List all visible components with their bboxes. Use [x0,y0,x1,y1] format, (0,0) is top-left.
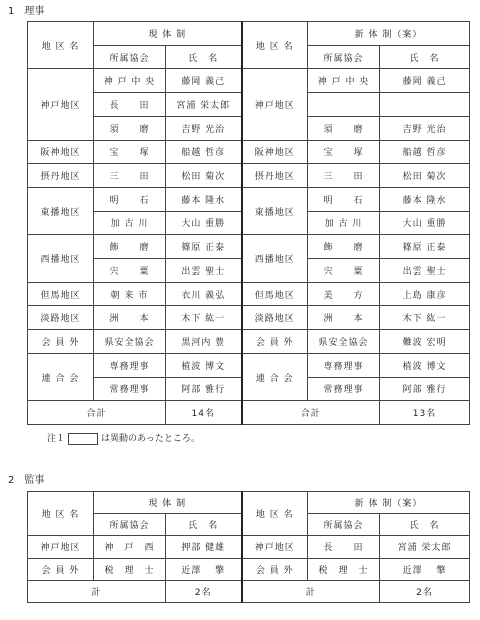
header-new: 新 体 制（案） [308,22,470,46]
total-new: 2名 [380,580,470,602]
district-cell: 阪神地区 [242,140,308,164]
name-cell: 上島 康彦 [380,282,470,306]
district-cell: 西播地区 [242,235,308,282]
header-name: 氏 名 [166,514,242,536]
district-cell: 連 合 会 [242,353,308,400]
section-title-auditor: 2 監事 [8,475,45,486]
header-district: 地 区 名 [28,22,94,69]
header-assoc: 所属協会 [94,45,166,69]
assoc-cell: 県安全協会 [308,330,380,354]
assoc-cell: 飾 磨 [94,235,166,259]
name-cell [380,93,470,117]
total-label: 合計 [28,401,166,425]
name-cell: 藤岡 義己 [166,69,242,93]
header-assoc: 所属協会 [94,514,166,536]
district-cell: 神戸地区 [28,536,94,558]
name-cell: 衣川 義弘 [166,282,242,306]
district-cell: 但馬地区 [28,282,94,306]
assoc-cell: 長 田 [308,536,380,558]
district-cell: 会 員 外 [242,558,308,580]
assoc-cell: 県安全協会 [94,330,166,354]
name-cell: 松田 菊次 [380,164,470,188]
name-cell: 吉野 光治 [166,116,242,140]
assoc-cell: 税 理 士 [308,558,380,580]
header-district: 地 区 名 [242,22,308,69]
note-prefix: 注１ [47,434,66,444]
assoc-cell: 須 磨 [308,116,380,140]
total-label: 計 [28,580,166,602]
assoc-cell: 美 方 [308,282,380,306]
district-cell: 神戸地区 [28,69,94,140]
assoc-cell: 加 古 川 [94,211,166,235]
assoc-cell: 神 戸 西 [94,536,166,558]
auditor-table [27,491,470,603]
table-row [28,558,470,580]
name-cell: 押部 健雄 [166,536,242,558]
table-row [28,187,470,211]
total-label: 計 [242,580,380,602]
name-cell: 藤本 隆水 [380,187,470,211]
total-row [28,401,470,425]
note [47,431,200,445]
table-row [28,69,470,93]
table-row [28,140,470,164]
assoc-cell: 朝 来 市 [94,282,166,306]
total-row [28,580,470,602]
assoc-cell: 常務理事 [308,377,380,401]
header-assoc: 所属協会 [308,514,380,536]
table-row [28,164,470,188]
table-row [28,235,470,259]
name-cell: 阿部 雅行 [380,377,470,401]
district-cell: 摂丹地区 [242,164,308,188]
name-cell: 藤岡 義己 [380,69,470,93]
table-row [28,330,470,354]
district-cell: 神戸地区 [242,69,308,140]
table-row [28,306,470,330]
header-name: 氏 名 [380,45,470,69]
total-current: 2名 [166,580,242,602]
assoc-cell: 宝 塚 [308,140,380,164]
section-title-board: 1 理事 [8,6,45,17]
assoc-cell: 洲 本 [308,306,380,330]
name-cell: 植波 博文 [166,353,242,377]
assoc-cell: 明 石 [94,187,166,211]
name-cell: 船越 哲彦 [380,140,470,164]
name-cell: 木下 紘一 [380,306,470,330]
assoc-cell: 神 戸 中 央 [94,69,166,93]
header-new: 新 体 制（案） [308,492,470,514]
total-current: 14名 [166,401,242,425]
assoc-cell: 洲 本 [94,306,166,330]
name-cell: 松田 菊次 [166,164,242,188]
name-cell: 篠原 正泰 [166,235,242,259]
name-cell: 近澤 擎 [380,558,470,580]
assoc-cell: 宍 粟 [308,259,380,283]
district-cell: 会 員 外 [242,330,308,354]
district-cell: 西播地区 [28,235,94,282]
table-row [28,282,470,306]
name-cell: 大山 重勝 [166,211,242,235]
assoc-cell: 長 田 [94,93,166,117]
name-cell: 出雲 聖士 [380,259,470,283]
district-cell: 連 合 会 [28,353,94,400]
name-cell: 篠原 正泰 [380,235,470,259]
assoc-cell: 常務理事 [94,377,166,401]
name-cell: 宮浦 栄太郎 [380,536,470,558]
assoc-cell: 税 理 士 [94,558,166,580]
header-current: 現 体 制 [94,492,242,514]
header-district: 地 区 名 [242,492,308,536]
header-district: 地 区 名 [28,492,94,536]
assoc-cell: 須 磨 [94,116,166,140]
name-cell: 船越 哲彦 [166,140,242,164]
assoc-cell: 専務理事 [94,353,166,377]
name-cell: 藤本 隆水 [166,187,242,211]
district-cell: 但馬地区 [242,282,308,306]
board-table [27,21,470,425]
header-name: 氏 名 [380,514,470,536]
note-legend-box [68,433,98,445]
district-cell: 阪神地区 [28,140,94,164]
note-text: は異動のあったところ。 [101,434,200,444]
name-cell: 宮浦 栄太郎 [166,93,242,117]
district-cell: 会 員 外 [28,558,94,580]
total-new: 13名 [380,401,470,425]
assoc-cell: 飾 磨 [308,235,380,259]
district-cell: 神戸地区 [242,536,308,558]
header-assoc: 所属協会 [308,45,380,69]
name-cell: 吉野 光治 [380,116,470,140]
assoc-cell: 加 古 川 [308,211,380,235]
assoc-cell: 神 戸 中 央 [308,69,380,93]
district-cell: 摂丹地区 [28,164,94,188]
header-current: 現 体 制 [94,22,242,46]
district-cell: 淡路地区 [242,306,308,330]
name-cell: 近澤 擎 [166,558,242,580]
district-cell: 東播地区 [242,187,308,234]
assoc-cell: 明 石 [308,187,380,211]
name-cell: 黒河内 豊 [166,330,242,354]
district-cell: 東播地区 [28,187,94,234]
assoc-cell: 宝 塚 [94,140,166,164]
header-name: 氏 名 [166,45,242,69]
district-cell: 淡路地区 [28,306,94,330]
table-row [28,353,470,377]
name-cell: 植波 博文 [380,353,470,377]
table-row [28,536,470,558]
name-cell: 阿部 雅行 [166,377,242,401]
name-cell: 出雲 聖士 [166,259,242,283]
assoc-cell: 専務理事 [308,353,380,377]
name-cell: 大山 重勝 [380,211,470,235]
name-cell: 木下 紘一 [166,306,242,330]
total-label: 合計 [242,401,380,425]
assoc-cell: 三 田 [94,164,166,188]
name-cell: 難波 宏明 [380,330,470,354]
assoc-cell: 三 田 [308,164,380,188]
district-cell: 会 員 外 [28,330,94,354]
assoc-cell: 宍 粟 [94,259,166,283]
assoc-cell [308,93,380,117]
